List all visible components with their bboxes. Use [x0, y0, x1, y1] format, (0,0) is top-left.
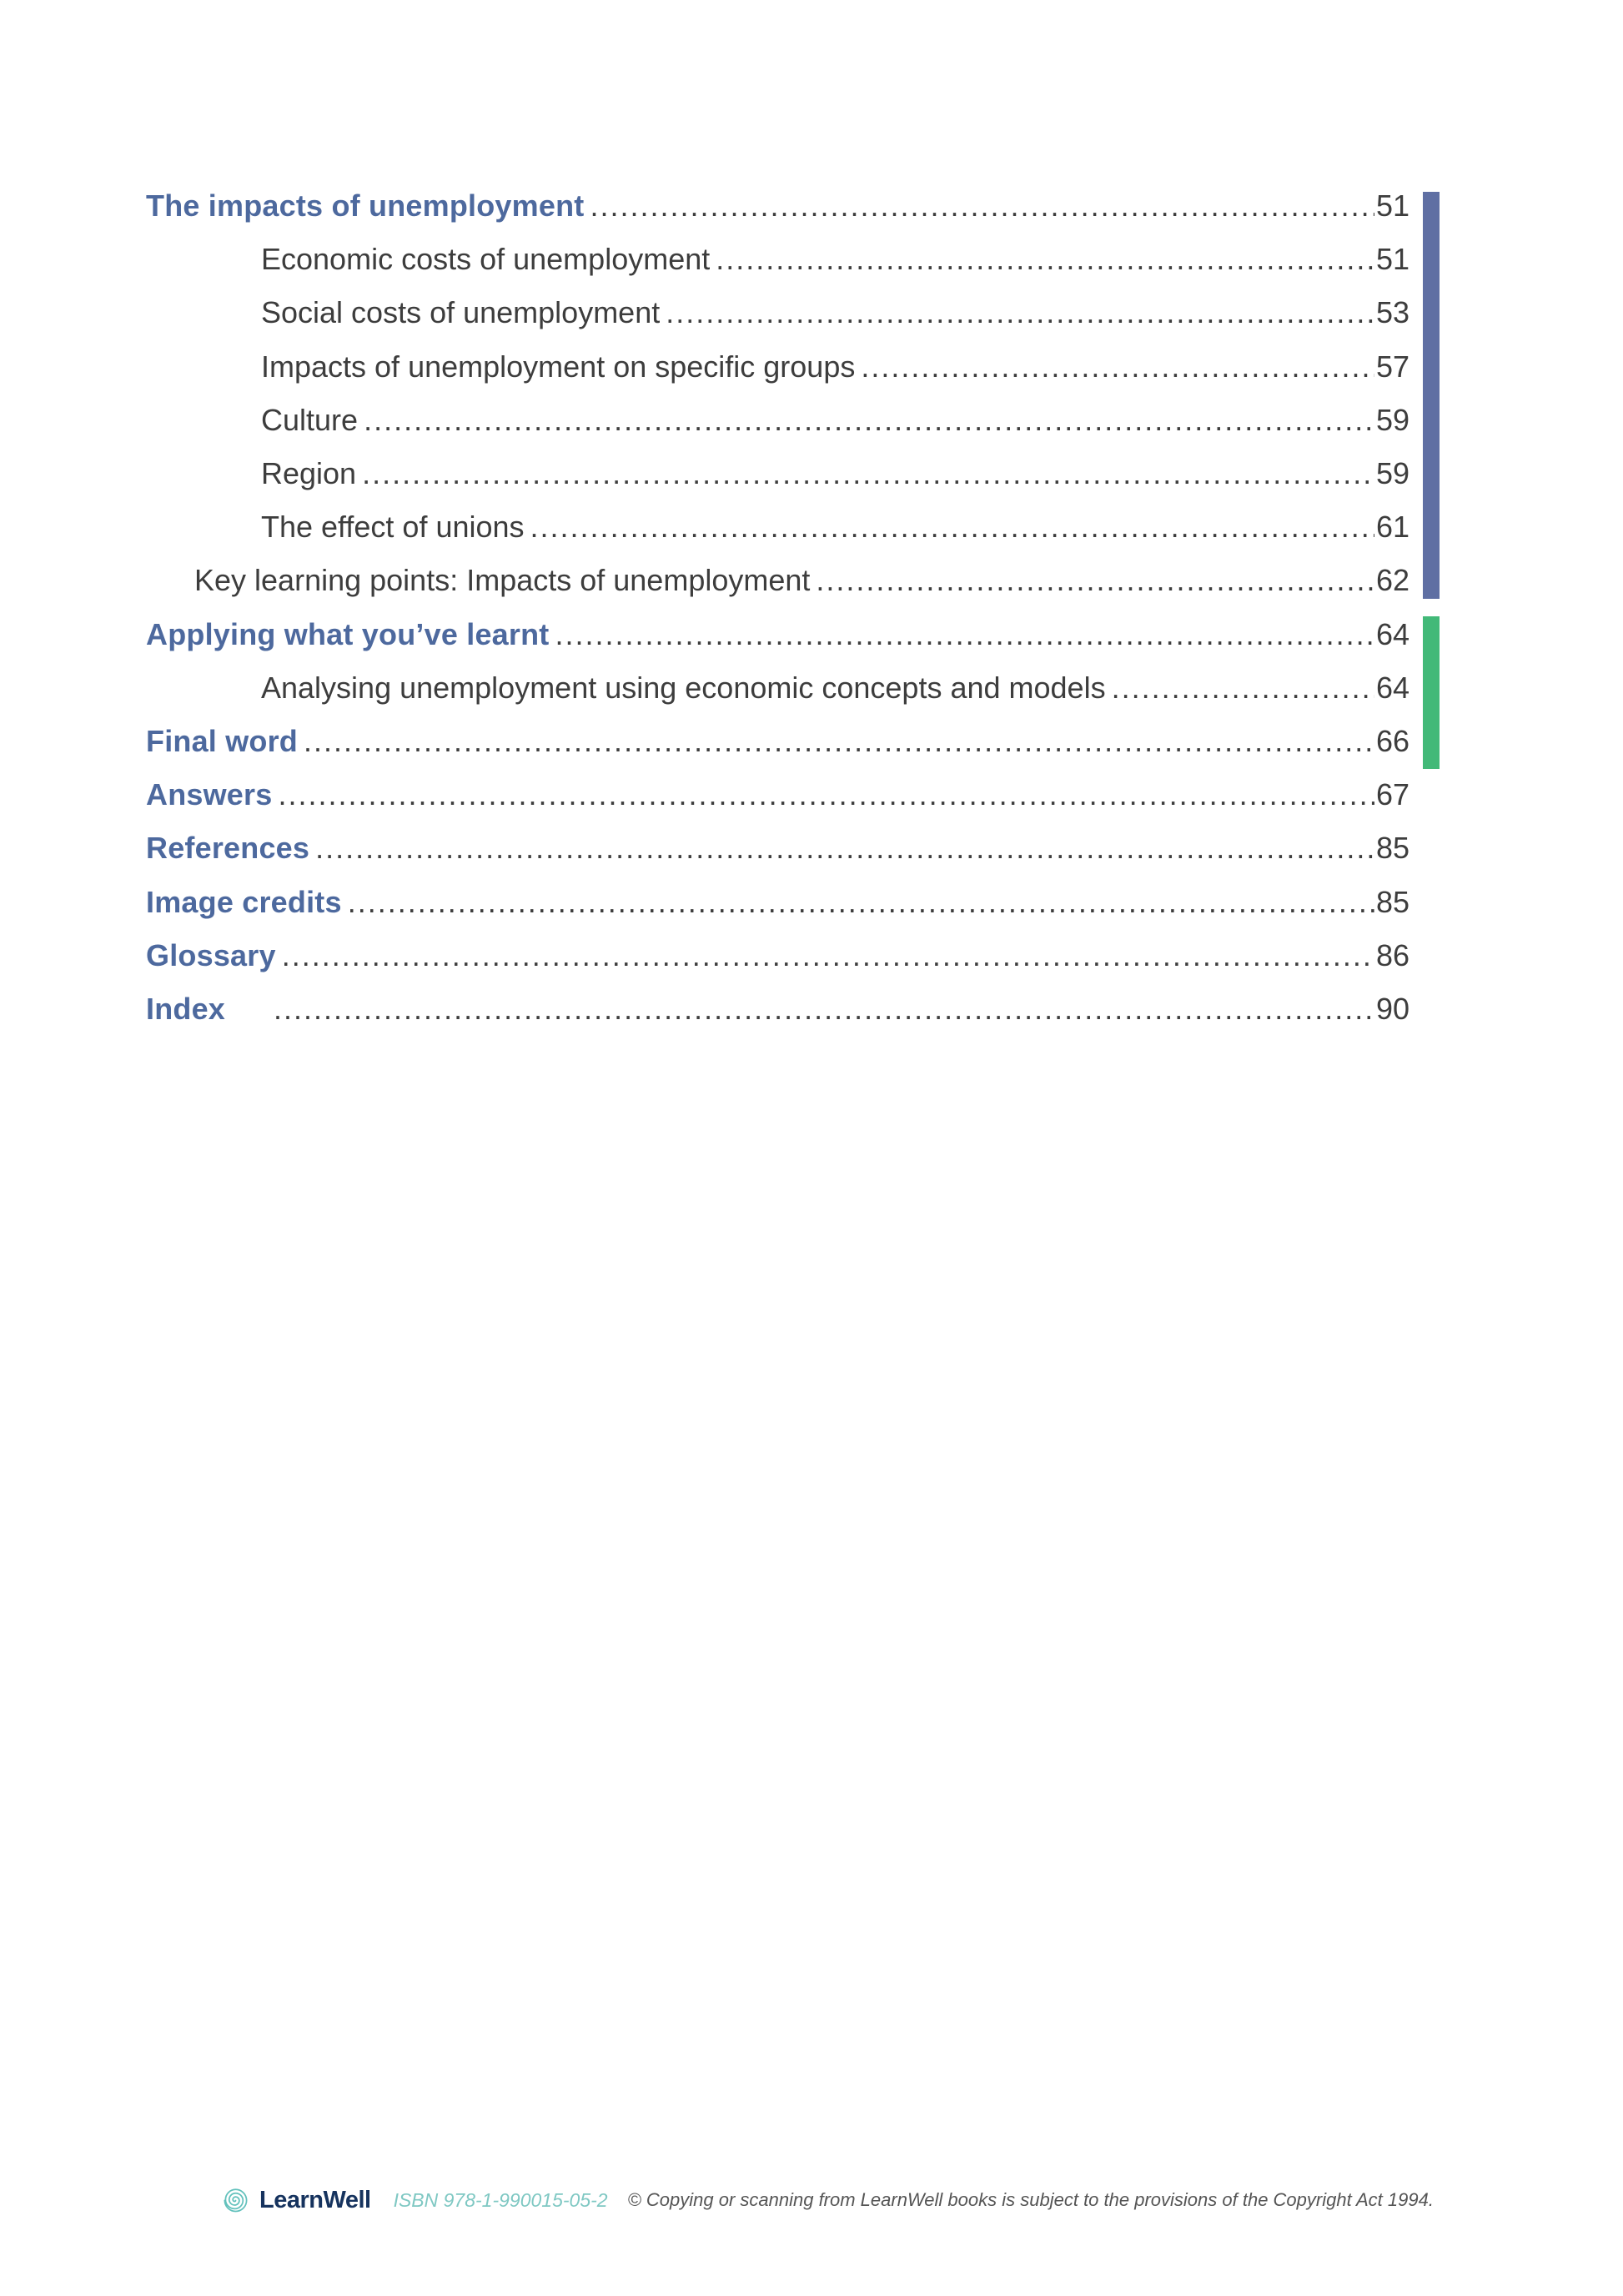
dotted-leader: [348, 876, 1374, 929]
dotted-leader: [315, 821, 1374, 875]
toc-entry-page: 57: [1375, 349, 1409, 384]
toc-row: [146, 286, 1409, 339]
toc-row: [146, 821, 1409, 875]
dotted-leader: [362, 447, 1374, 500]
toc-row: [146, 233, 1409, 286]
toc-entry-label: Image credits: [146, 884, 342, 919]
toc-row: [146, 500, 1409, 554]
toc-entry-label: The impacts of unemployment: [146, 188, 585, 223]
toc-entry-page: 86: [1375, 937, 1409, 972]
toc-row: [146, 608, 1409, 661]
toc-entry-label: Glossary: [146, 937, 276, 972]
dotted-leader: [282, 929, 1374, 982]
toc-row: [146, 929, 1409, 982]
toc-row: [146, 982, 1409, 1036]
footer: [222, 2178, 1434, 2222]
toc-entry-label: Index: [146, 992, 226, 1027]
toc-row: [146, 179, 1409, 233]
green-section-marker-bar: [1423, 616, 1440, 769]
toc-entry-label: Impacts of unemployment on specific groups: [261, 349, 856, 384]
learnwell-logo: [222, 2187, 371, 2214]
toc-row: [146, 876, 1409, 929]
toc-entry-page: 64: [1375, 670, 1409, 705]
toc-entry-page: 53: [1375, 295, 1409, 330]
toc-row: [146, 340, 1409, 394]
dotted-leader: [716, 233, 1374, 286]
toc-entry-page: 51: [1375, 242, 1409, 277]
dotted-leader: [530, 500, 1374, 554]
toc-entry-page: 66: [1375, 724, 1409, 759]
toc-entry-label: Applying what you’ve learnt: [146, 616, 550, 651]
dotted-leader: [861, 340, 1374, 394]
toc-entry-label: References: [146, 831, 310, 866]
toc-entry-label: Answers: [146, 777, 273, 812]
toc-entry-label: Analysing unemployment using economic concepts and models: [261, 670, 1106, 705]
blue-section-marker-bar: [1423, 192, 1440, 599]
toc-entry-page: 67: [1375, 777, 1409, 812]
toc-row: [146, 447, 1409, 500]
toc-entry-label: Economic costs of unemployment: [261, 242, 711, 277]
toc-entry-label: Culture: [261, 402, 359, 437]
spiral-icon: [222, 2187, 249, 2214]
dotted-leader: [364, 394, 1374, 447]
dotted-leader: [278, 768, 1374, 821]
toc-row: [146, 768, 1409, 821]
toc-entry-page: 62: [1375, 563, 1409, 598]
toc-row: [146, 661, 1409, 715]
dotted-leader: [590, 179, 1374, 233]
dotted-leader: [1112, 661, 1374, 715]
dotted-leader: [304, 715, 1374, 768]
toc-entry-page: 59: [1375, 402, 1409, 437]
brand-wordmark: LearnWell: [259, 2186, 371, 2213]
toc-entry-label: Key learning points: Impacts of unemployment: [194, 563, 811, 598]
toc-entry-page: 61: [1375, 510, 1409, 545]
toc-row: [146, 715, 1409, 768]
toc-entry-label: The effect of unions: [261, 510, 525, 545]
toc-entry-label: Social costs of unemployment: [261, 295, 661, 330]
dotted-leader: [816, 554, 1374, 607]
toc-entry-page: 85: [1375, 884, 1409, 919]
table-of-contents: [146, 179, 1409, 1036]
toc-entry-page: 59: [1375, 456, 1409, 491]
toc-entry-page: 85: [1375, 831, 1409, 866]
toc-row: [146, 554, 1409, 607]
toc-entry-page: 64: [1375, 616, 1409, 651]
toc-entry-page: 51: [1375, 188, 1409, 223]
dotted-leader: [274, 982, 1374, 1036]
dotted-leader: [666, 286, 1374, 339]
copyright-text: © Copying or scanning from LearnWell books is subject to the provisions of the Copyright Act 1994.: [627, 2189, 1434, 2210]
dotted-leader: [555, 608, 1374, 661]
isbn-text: ISBN 978-1-990015-05-2: [393, 2188, 608, 2211]
toc-entry-label: Region: [261, 456, 357, 491]
toc-entry-page: 90: [1375, 992, 1409, 1027]
toc-row: [146, 394, 1409, 447]
toc-entry-label: Final word: [146, 724, 298, 759]
